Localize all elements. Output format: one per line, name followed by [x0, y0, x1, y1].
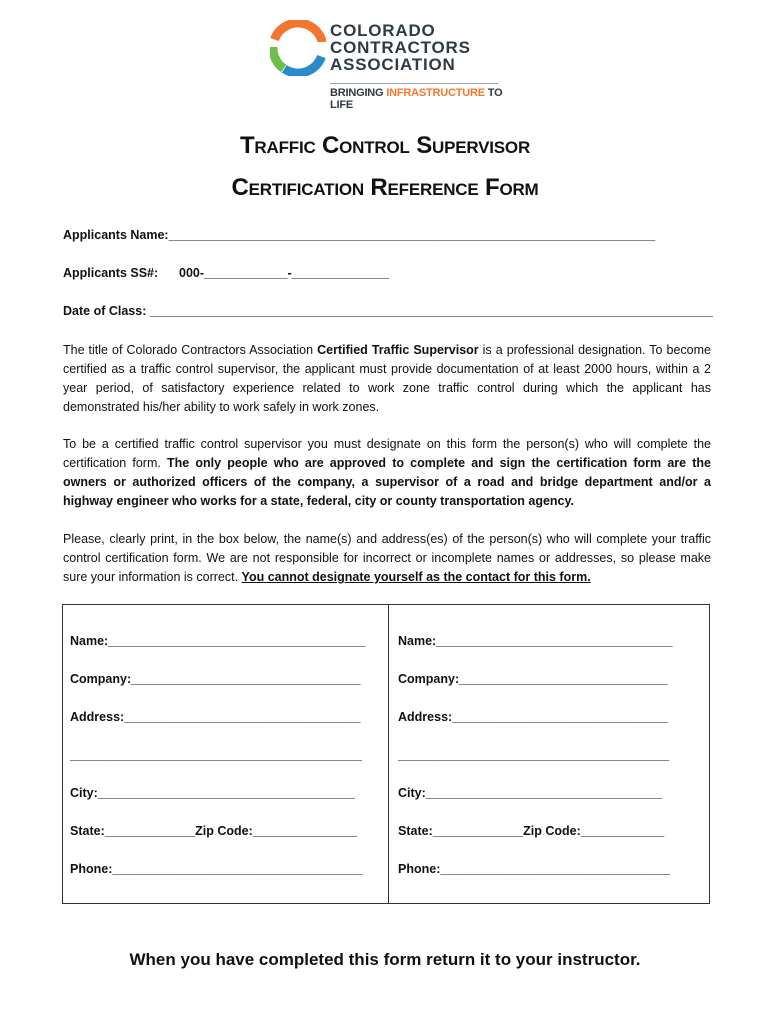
para3-underlined: You cannot designate yourself as the contact for this form.: [241, 570, 591, 584]
tagline-pre: BRINGING: [330, 87, 387, 99]
logo-line-3: ASSOCIATION: [330, 55, 456, 74]
cca-logo: [270, 20, 510, 111]
left-phone-field[interactable]: Phone:____________________________________: [70, 862, 363, 876]
date-of-class-field[interactable]: Date of Class: _________________________________________________________________________________: [63, 304, 713, 318]
right-phone-field[interactable]: Phone:_________________________________: [398, 862, 670, 876]
cca-circle-logo-icon: [270, 20, 326, 76]
para2-text: To be a certified traffic control supervisor you must designate on this form the person(s) who will complete the certification form.: [63, 437, 711, 470]
designation-paragraph: [63, 435, 711, 511]
para2-bold: The only people who are approved to complete and sign the certification form are the owners or authorized officers of the company, a supervisor of a road and bridge department and/or a highway engineer who works for a state, federal, city or county transportation agency.: [63, 456, 712, 508]
contact-box-divider: [388, 604, 389, 904]
applicant-ss-field[interactable]: Applicants SS#: 000-____________-______________: [63, 266, 389, 280]
para1-bold: Certified Traffic Supervisor: [317, 343, 479, 357]
logo-line-2: CONTRACTORS: [330, 38, 471, 57]
left-name-field[interactable]: Name:_____________________________________: [70, 634, 366, 648]
tagline-post: TO LIFE: [330, 87, 503, 111]
left-address-field[interactable]: Address:__________________________________: [70, 710, 361, 724]
intro-paragraph: [63, 341, 711, 417]
left-state-zip-field[interactable]: State:_____________Zip Code:_______________: [70, 824, 358, 838]
para3-text: Please, clearly print, in the box below, the name(s) and address(es) of the person(s) who will complete your traffic control certification form. We are not responsible for incorrect or incomplete names or addresses, so please make sure your information is correct.: [63, 532, 711, 584]
para1-text-2: is a professional designation. To become certified as a traffic control supervisor, the applicant must provide documentation of at least 2000 hours, within a 2 year period, of satisfactory experience related to work zone traffic control during which the applicant has demonstrated his/her ability to work safely in work zones.: [63, 343, 712, 414]
page-title-line-1: Traffic Control Supervisor: [239, 132, 531, 159]
left-address-line-2-field[interactable]: __________________________________________: [70, 748, 362, 762]
applicant-name-field[interactable]: Applicants Name:______________________________________________________________________: [63, 228, 656, 242]
para1-text: The title of Colorado Contractors Association: [63, 343, 318, 357]
right-city-field[interactable]: City:__________________________________: [398, 786, 663, 800]
right-company-field[interactable]: Company:______________________________: [398, 672, 668, 686]
instructions-paragraph: [63, 530, 711, 587]
logo-divider: [330, 83, 498, 84]
right-address-line-2-field[interactable]: _______________________________________: [398, 748, 670, 762]
right-name-field[interactable]: Name:__________________________________: [398, 634, 673, 648]
logo-line-1: COLORADO: [330, 21, 436, 40]
right-address-field[interactable]: Address:_______________________________: [398, 710, 668, 724]
left-company-field[interactable]: Company:_________________________________: [70, 672, 361, 686]
logo-wordmark: [330, 22, 471, 73]
right-state-zip-field[interactable]: State:_____________Zip Code:____________: [398, 824, 665, 838]
page-title-line-2: Certification Reference Form: [231, 174, 539, 201]
return-instructions: When you have completed this form return it to your instructor.: [129, 950, 641, 969]
tagline-highlight: INFRASTRUCTURE: [386, 87, 485, 99]
left-city-field[interactable]: City:_____________________________________: [70, 786, 355, 800]
logo-tagline: [330, 87, 510, 111]
